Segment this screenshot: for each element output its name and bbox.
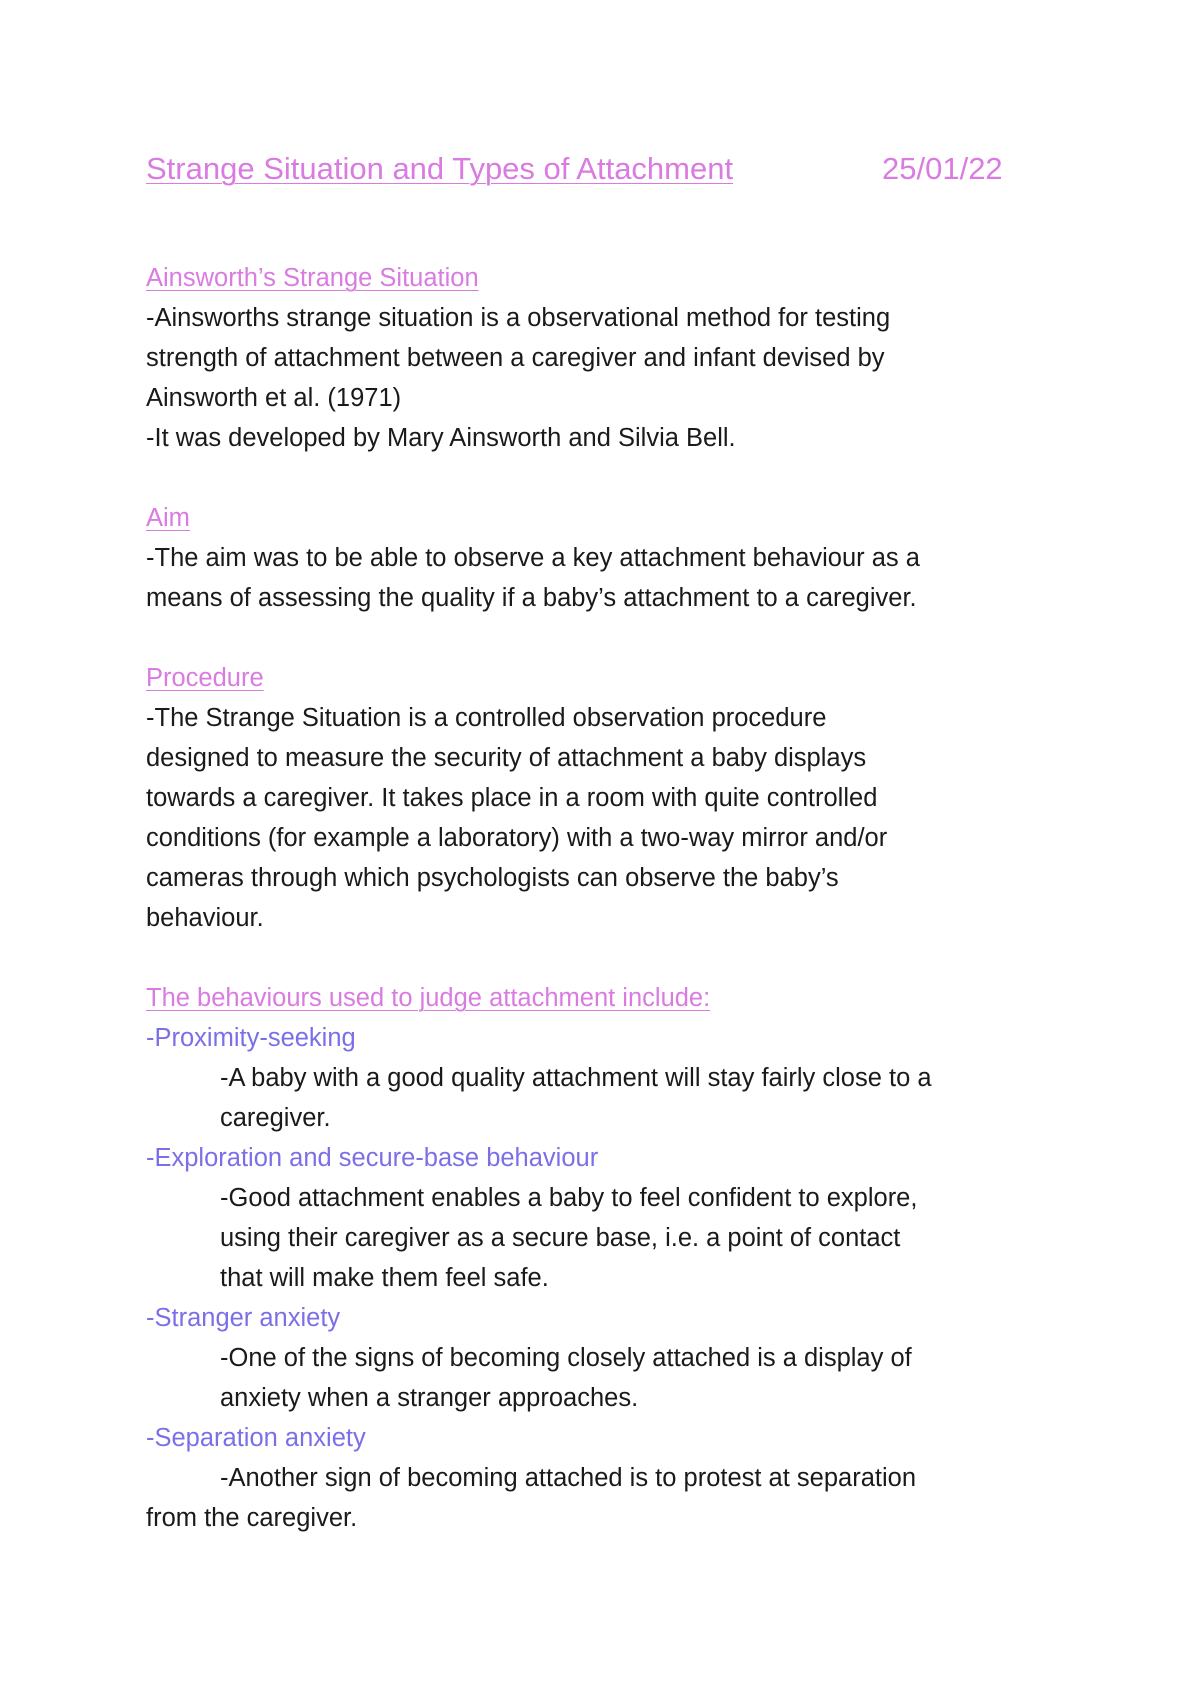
document-title-row — [146, 146, 1086, 192]
section-heading-aim: Aim — [146, 504, 190, 532]
behaviour-label-stranger-anxiety: -Stranger anxiety — [146, 1304, 341, 1332]
body-line: designed to measure the security of attachment a baby displays — [146, 744, 867, 772]
behaviour-description — [146, 1058, 1086, 1138]
section-heading-ainsworth: Ainsworth’s Strange Situation — [146, 264, 479, 292]
section-behaviours — [146, 978, 1086, 1538]
body-line: Ainsworth et al. (1971) — [146, 384, 402, 412]
body-line: -It was developed by Mary Ainsworth and Silvia Bell. — [146, 424, 736, 452]
body-line: -Good attachment enables a baby to feel confident to explore, — [220, 1184, 918, 1212]
body-line: strength of attachment between a caregiver and infant devised by — [146, 344, 885, 372]
body-line: caregiver. — [220, 1104, 331, 1132]
section-ainsworth — [146, 258, 1086, 458]
behaviour-description — [146, 1178, 1086, 1298]
behaviour-label-exploration: -Exploration and secure-base behaviour — [146, 1144, 599, 1172]
body-line: anxiety when a stranger approaches. — [220, 1384, 639, 1412]
document-date: 25/01/22 — [882, 151, 1003, 186]
body-line: -The aim was to be able to observe a key attachment behaviour as a — [146, 544, 920, 572]
document-page — [146, 146, 1086, 1538]
body-line: cameras through which psychologists can observe the baby’s — [146, 864, 839, 892]
body-line: using their caregiver as a secure base, i.e. a point of contact — [220, 1224, 901, 1252]
section-heading-procedure: Procedure — [146, 664, 264, 692]
document-title: Strange Situation and Types of Attachment — [146, 151, 734, 186]
body-line: conditions (for example a laboratory) with a two-way mirror and/or — [146, 824, 888, 852]
behaviour-label-separation-anxiety: -Separation anxiety — [146, 1424, 366, 1452]
body-line: behaviour. — [146, 904, 264, 932]
behaviour-description — [146, 1338, 1086, 1418]
section-aim — [146, 498, 1086, 618]
body-line: from the caregiver. — [146, 1504, 358, 1532]
body-line: -Ainsworths strange situation is a observational method for testing — [146, 304, 891, 332]
section-heading-behaviours: The behaviours used to judge attachment include: — [146, 984, 711, 1012]
behaviour-label-proximity-seeking: -Proximity-seeking — [146, 1024, 356, 1052]
behaviour-description — [146, 1458, 1086, 1498]
body-line: -Another sign of becoming attached is to protest at separation — [220, 1464, 916, 1492]
body-line: -A baby with a good quality attachment will stay fairly close to a — [220, 1064, 932, 1092]
body-line: -One of the signs of becoming closely attached is a display of — [220, 1344, 912, 1372]
body-line: -The Strange Situation is a controlled observation procedure — [146, 704, 827, 732]
body-line: towards a caregiver. It takes place in a room with quite controlled — [146, 784, 878, 812]
section-procedure — [146, 658, 1086, 938]
body-line: means of assessing the quality if a baby’s attachment to a caregiver. — [146, 584, 917, 612]
body-line: that will make them feel safe. — [220, 1264, 549, 1292]
